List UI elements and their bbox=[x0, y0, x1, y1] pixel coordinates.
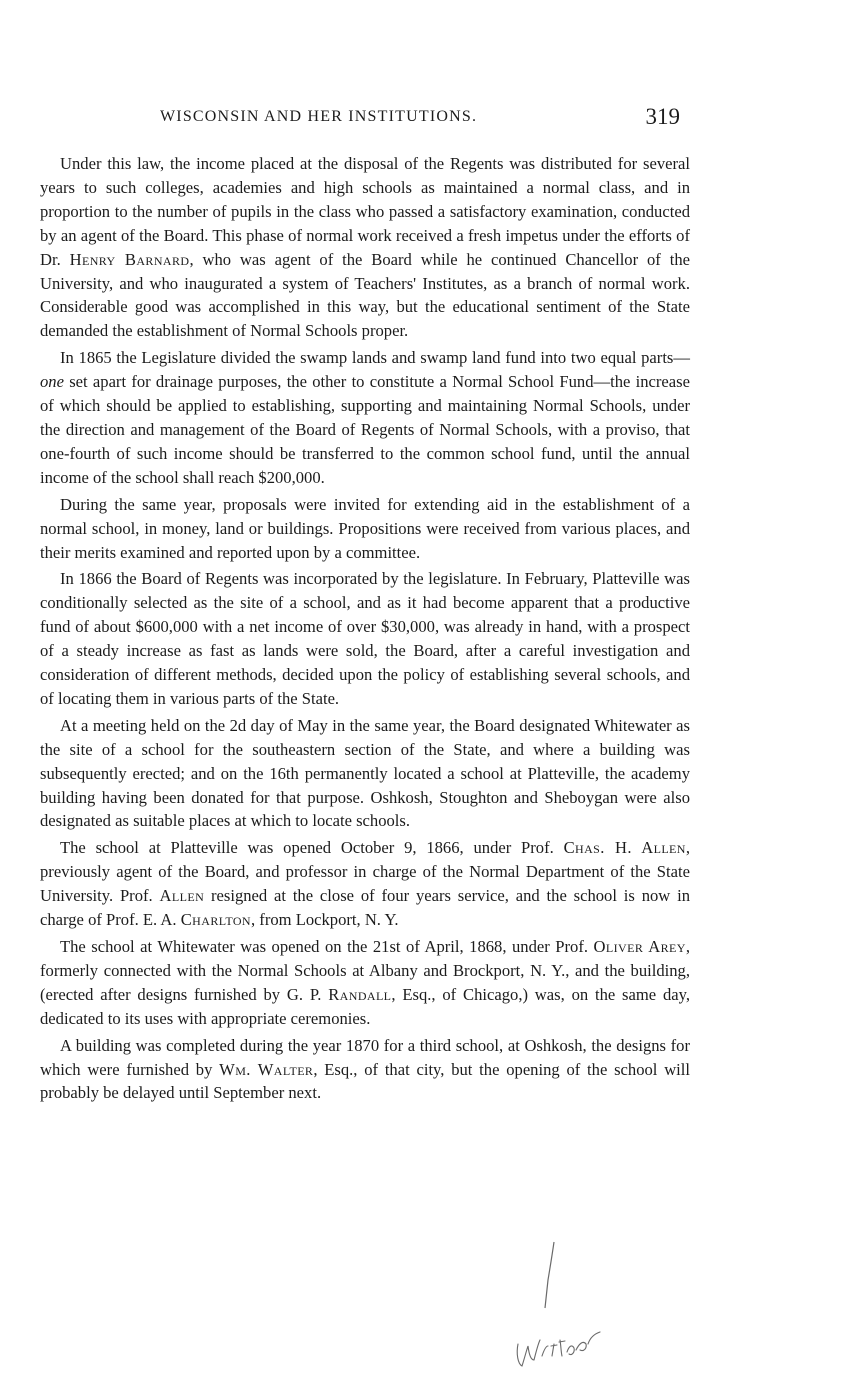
name-wm-walter: Wm. Walter bbox=[219, 1059, 314, 1079]
paragraph-1 bbox=[40, 152, 690, 343]
paragraph-7 bbox=[40, 935, 690, 1031]
emphasis-one: one bbox=[40, 372, 64, 392]
handwritten-pencil-note bbox=[512, 1316, 604, 1370]
name-chas-allen: Chas. H. Allen bbox=[563, 838, 686, 858]
paragraph-8-text-b: , Esq., of that city, but the opening of the school will probably be delayed until September next. bbox=[40, 1059, 691, 1103]
paragraph-2-text-a: In 1865 the Legislature divided the swamp lands and swamp land fund into two equal parts— bbox=[60, 348, 690, 368]
paragraph-6-text-c: resigned at the close of four years service, and the school is now in charge of Prof. E. A. bbox=[40, 886, 690, 930]
paragraph-5: At a meeting held on the 2d day of May in the same year, the Board designated Whitewater as the site of a school for the southeastern section of the State, and where a building was subsequently erected; and on the 16th permanently located a school at Platteville, the academy building having been donated for that purpose. Oshkosh, Stoughton and Sheboygan were also designated as suitable places at which to locate schools. bbox=[40, 715, 690, 831]
name-oliver-arey: Oliver Arey bbox=[593, 937, 686, 956]
paragraph-1-text-b: , who was agent of the Board while he continued Chancellor of the University, and who inaugurated a system of Teachers' Institutes, as a branch of normal work. Considerable good was accomplished in this way, but the educational sentiment of the State demanded the establishment of Normal Schools proper. bbox=[40, 249, 690, 341]
paragraph-4: In 1866 the Board of Regents was incorporated by the legislature. In February, Platteville was conditionally selected as the site of a school, and as it had become apparent that a productive fund of about $600,000 with a net income of over $30,000, was already in hand, with a prospect of a steady increase as fast as lands were sold, the Board, after a careful investigation and consideration of different methods, decided upon the policy of establishing several schools, and of locating them in various parts of the State. bbox=[40, 569, 690, 708]
paragraph-6-text-d: , from Lockport, N. Y. bbox=[251, 910, 399, 930]
paragraph-1-text-a: Under this law, the income placed at the disposal of the Regents was distributed for several years to such colleges, academies and high schools as maintained a normal class, and in proportion to the number of pupils in the class who passed a satisfactory examination, conducted by an agent of the Board. This phase of normal work received a fresh impetus under the efforts of Dr. bbox=[40, 154, 690, 269]
paragraph-7-text-a: The school at Whitewater was opened on the 21st of April, 1868, under Prof. bbox=[60, 937, 594, 956]
paragraph-2 bbox=[40, 346, 690, 489]
running-title: WISCONSIN AND HER INSTITUTIONS. bbox=[160, 108, 478, 125]
name-allen: Allen bbox=[159, 886, 205, 906]
name-henry-barnard: Henry Barnard bbox=[69, 249, 190, 269]
paragraph-6 bbox=[40, 836, 690, 932]
paragraph-8-text-a: A building was completed during the year 1870 for a third school, at Oshkosh, the designs for which were furnished by bbox=[40, 1035, 690, 1079]
paragraph-2-text-b: set apart for drainage purposes, the other to constitute a Normal School Fund—the increase of which should be applied to establishing, supporting and maintaining Normal Schools, under the direction and management of the Board of Regents of Normal Schools, with a proviso, that one-fourth of such income should be transferred to the common school fund, until the annual income of the school shall reach $200,000. bbox=[40, 372, 690, 487]
running-head bbox=[160, 104, 680, 134]
paragraph-8 bbox=[40, 1034, 690, 1106]
paragraph-3: During the same year, proposals were invited for extending aid in the establishment of a normal school, in money, land or buildings. Propositions were received from various places, and their merits examined and reported upon by a committee. bbox=[40, 494, 690, 562]
paragraph-7-text-c: , Esq., of Chicago,) was, on the same day, dedicated to its uses with appropriate ceremonies. bbox=[40, 984, 690, 1028]
paragraph-7-text-b: , formerly connected with the Normal Schools at Albany and Brockport, N. Y., and the building, (erected after designs furnished by G. P. bbox=[40, 937, 690, 1004]
page-number: 319 bbox=[645, 104, 680, 129]
paragraph-6-text-b: , previously agent of the Board, and professor in charge of the Normal Department of the State University. Prof. bbox=[40, 838, 690, 906]
name-charlton: Charlton bbox=[180, 910, 251, 930]
pencil-stroke-mark bbox=[540, 1240, 560, 1310]
body-text bbox=[40, 152, 690, 1108]
name-randall: Randall bbox=[328, 984, 392, 1004]
paragraph-6-text-a: The school at Platteville was opened October 9, 1866, under Prof. bbox=[60, 838, 564, 858]
